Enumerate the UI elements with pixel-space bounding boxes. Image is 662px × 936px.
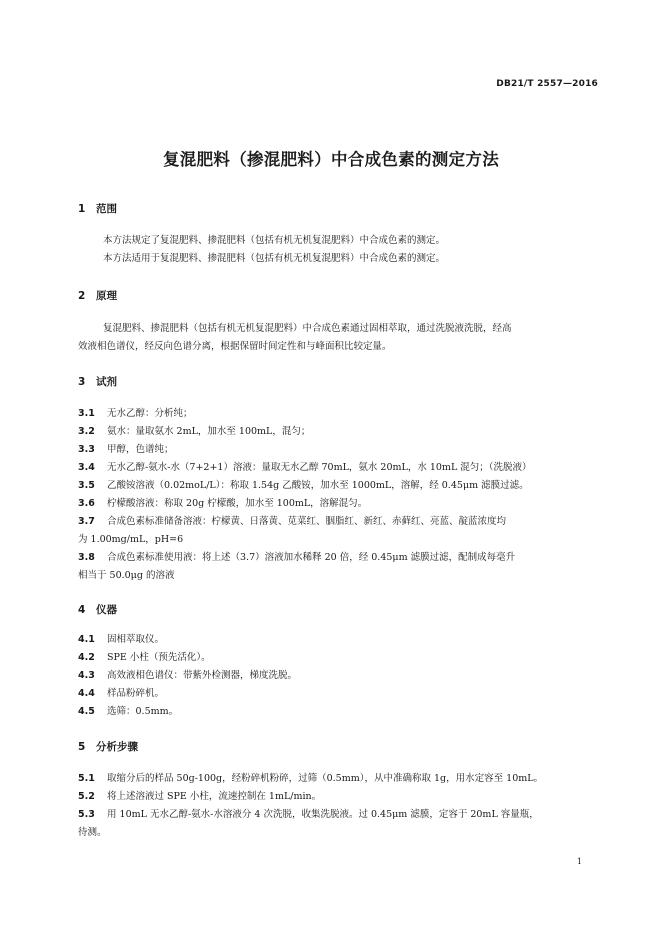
item-text: SPE 小柱（预先活化）。 (107, 652, 211, 663)
item-number: 3.7 (78, 516, 95, 527)
item-number: 3.2 (78, 426, 95, 437)
list-item (78, 770, 600, 788)
section-number: 1 (78, 203, 86, 215)
item-text: 选筛：0.5mm。 (107, 706, 179, 717)
list-item (78, 495, 600, 513)
paragraph: 本方法适用于复混肥料、掺混肥料（包括有机无机复混肥料）中合成色素的测定。 (103, 253, 446, 264)
item-text-continued: 为 1.00mg/mL，pH=6 (78, 534, 184, 545)
item-number: 3.5 (78, 480, 95, 491)
item-text: 用 10mL 无水乙醇-氨水-水溶液分 4 次洗脱，收集洗脱液。过 0.45μm 滤膜，定容于 20mL 容量瓶， (107, 809, 539, 820)
paragraph: 效液相色谱仪，经反向色谱分离，根据保留时间定性和与峰面积比较定量。 (78, 341, 392, 352)
list-item (78, 685, 600, 703)
list-item (78, 477, 600, 495)
item-number: 3.8 (78, 552, 95, 563)
section-title: 试剂 (96, 376, 117, 388)
page-title: 复混肥料（掺混肥料）中合成色素的测定方法 (163, 150, 499, 169)
item-text: 合成色素标准使用液：将上述（3.7）溶液加水稀释 20 倍，经 0.45μm 滤膜过滤，配制成每毫升 (107, 552, 516, 563)
item-number: 4.3 (78, 670, 95, 681)
item-text: 乙酸铵溶液（0.02moL/L）：称取 1.54g 乙酸铵，加水至 1000mL，溶解，经 0.45μm 滤膜过滤。 (107, 480, 529, 491)
list-item (78, 459, 600, 477)
item-text-continued: 相当于 50.0μg 的溶液 (78, 570, 175, 581)
list-item (78, 423, 600, 441)
item-text: 高效液相色谱仪：带紫外检测器，梯度洗脱。 (107, 670, 298, 681)
item-number: 3.1 (78, 408, 95, 419)
list-item (78, 631, 600, 649)
item-text: 合成色素标准储备溶液：柠檬黄、日落黄、苋菜红、胭脂红、新红、赤藓红、亮蓝、靛蓝浓度均 (107, 516, 507, 527)
item-text: 将上述溶液过 SPE 小柱，流速控制在 1mL/min。 (107, 791, 322, 802)
list-item (78, 806, 600, 842)
section-title: 原理 (96, 290, 117, 302)
standard-code: DB21/T 2557—2016 (496, 79, 598, 89)
item-number: 5.3 (78, 809, 95, 820)
list-item (78, 703, 600, 721)
list-item (78, 649, 600, 667)
list-item (78, 667, 600, 685)
list-item (78, 441, 600, 459)
section-heading-instruments (78, 602, 117, 617)
item-number: 3.6 (78, 498, 95, 509)
list-item (78, 549, 600, 585)
item-text: 样品粉碎机。 (107, 688, 165, 699)
item-text: 无水乙醇：分析纯； (107, 408, 193, 419)
section-number: 3 (78, 376, 86, 388)
item-number: 5.1 (78, 773, 95, 784)
item-number: 3.3 (78, 444, 95, 455)
section-heading-principle (78, 288, 117, 303)
item-text: 固相萃取仪。 (107, 634, 165, 645)
paragraph: 本方法规定了复混肥料、掺混肥料（包括有机无机复混肥料）中合成色素的测定。 (103, 235, 446, 246)
section-title: 分析步骤 (96, 741, 138, 753)
section-title: 仪器 (96, 604, 117, 616)
item-text: 氨水：量取氨水 2mL，加水至 100mL，混匀； (107, 426, 311, 437)
item-number: 4.1 (78, 634, 95, 645)
section-title: 范围 (96, 203, 117, 215)
page-number: 1 (576, 857, 582, 866)
list-item (78, 788, 600, 806)
section-number: 2 (78, 290, 86, 302)
list-item (78, 513, 600, 549)
section-heading-reagents (78, 374, 117, 389)
item-number: 4.5 (78, 706, 95, 717)
item-text: 无水乙醇-氨水-水（7+2+1）溶液：量取无水乙醇 70mL，氨水 20mL，水 10mL 混匀；（洗脱液） (107, 462, 532, 473)
section-number: 5 (78, 741, 86, 753)
item-number: 4.4 (78, 688, 95, 699)
section-heading-procedure (78, 739, 138, 754)
section-number: 4 (78, 604, 86, 616)
item-text-continued: 待测。 (78, 827, 107, 838)
item-text: 甲醇，色谱纯； (107, 444, 174, 455)
section-heading-scope (78, 201, 117, 216)
item-text: 取缩分后的样品 50g-100g，经粉碎机粉碎，过筛（0.5mm），从中准确称取 1g，用水定容至 10mL。 (107, 773, 544, 784)
item-number: 3.4 (78, 462, 95, 473)
paragraph: 复混肥料、掺混肥料（包括有机无机复混肥料）中合成色素通过固相萃取，通过洗脱液洗脱，经高 (103, 323, 512, 334)
item-text: 柠檬酸溶液：称取 20g 柠檬酸，加水至 100mL，溶解混匀。 (107, 498, 368, 509)
item-number: 4.2 (78, 652, 95, 663)
item-number: 5.2 (78, 791, 95, 802)
list-item (78, 405, 600, 423)
